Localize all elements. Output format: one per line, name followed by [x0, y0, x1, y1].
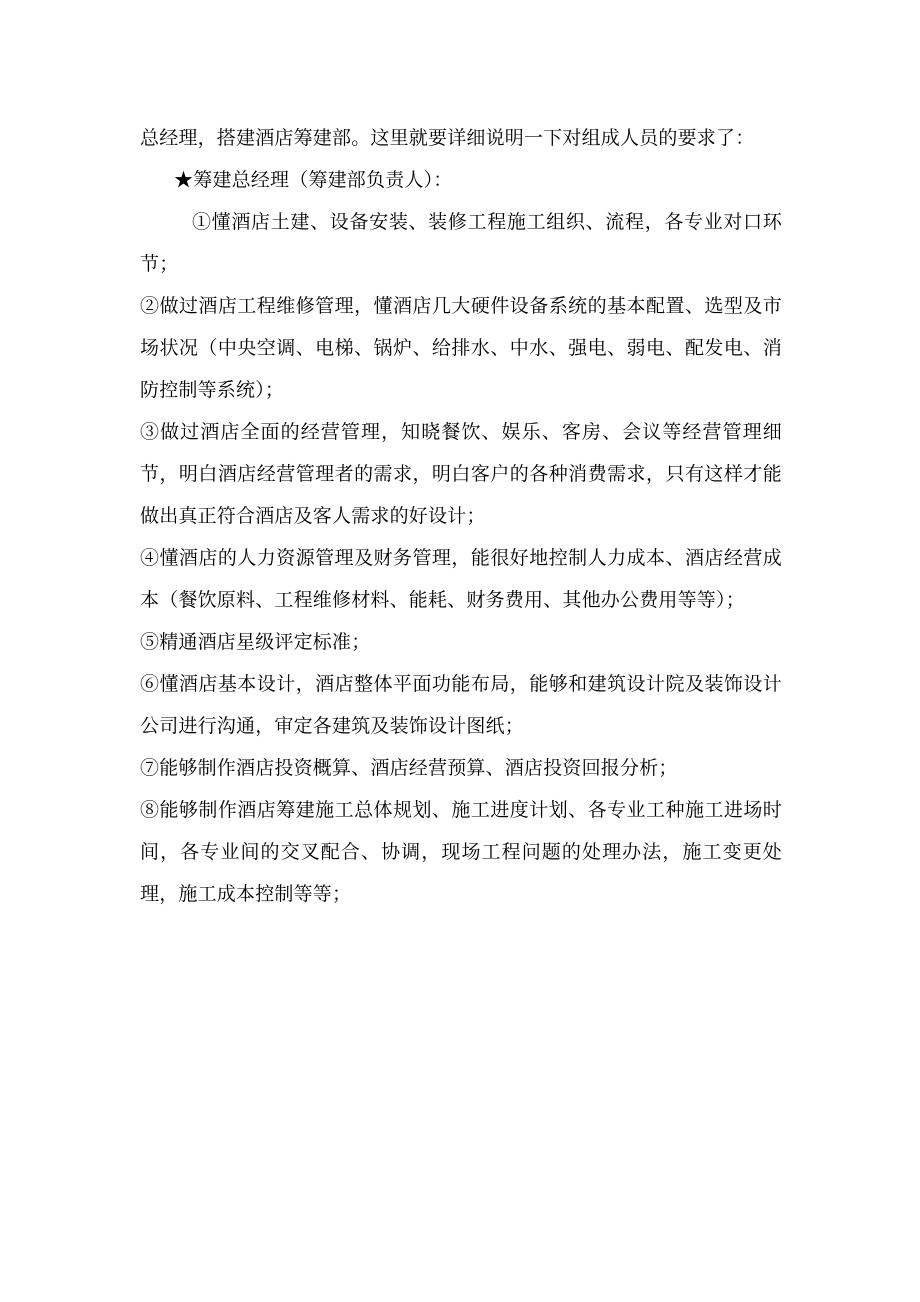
requirement-item-5: ⑤精通酒店星级评定标准；: [140, 631, 371, 653]
requirement-item-7: ⑦能够制作酒店投资概算、酒店经营预算、酒店投资回报分析；: [140, 757, 678, 779]
requirement-item-2: ②做过酒店工程维修管理，懂酒店几大硬件设备系统的基本配置、选型及市场状况（中央空调、电梯、锅炉、给排水、中水、强电、弱电、配发电、消防控制等系统）；: [140, 295, 782, 401]
section-heading: ★筹建总经理（筹建部负责人）：: [174, 169, 453, 191]
requirement-item-3: ③做过酒店全面的经营管理，知晓餐饮、娱乐、客房、会议等经营管理细节，明白酒店经营管理者的需求，明白客户的各种消费需求，只有这样才能做出真正符合酒店及客人需求的好设计；: [140, 421, 782, 527]
requirement-item-6: ⑥懂酒店基本设计，酒店整体平面功能布局，能够和建筑设计院及装饰设计公司进行沟通，审定各建筑及装饰设计图纸；: [140, 673, 782, 737]
document-body: [140, 117, 782, 915]
requirement-item-4: ④懂酒店的人力资源管理及财务管理，能很好地控制人力成本、酒店经营成本（餐饮原料、工程维修材料、能耗、财务费用、其他办公费用等等）；: [140, 547, 782, 611]
requirement-item-8: ⑧能够制作酒店筹建施工总体规划、施工进度计划、各专业工种施工进场时间，各专业间的交叉配合、协调，现场工程问题的处理办法，施工变更处理，施工成本控制等等；: [140, 799, 782, 905]
paragraph-intro: 总经理，搭建酒店筹建部。这里就要详细说明一下对组成人员的要求了：: [140, 127, 755, 149]
requirement-item-1: ①懂酒店土建、设备安装、装修工程施工组织、流程，各专业对口环节；: [140, 211, 782, 275]
